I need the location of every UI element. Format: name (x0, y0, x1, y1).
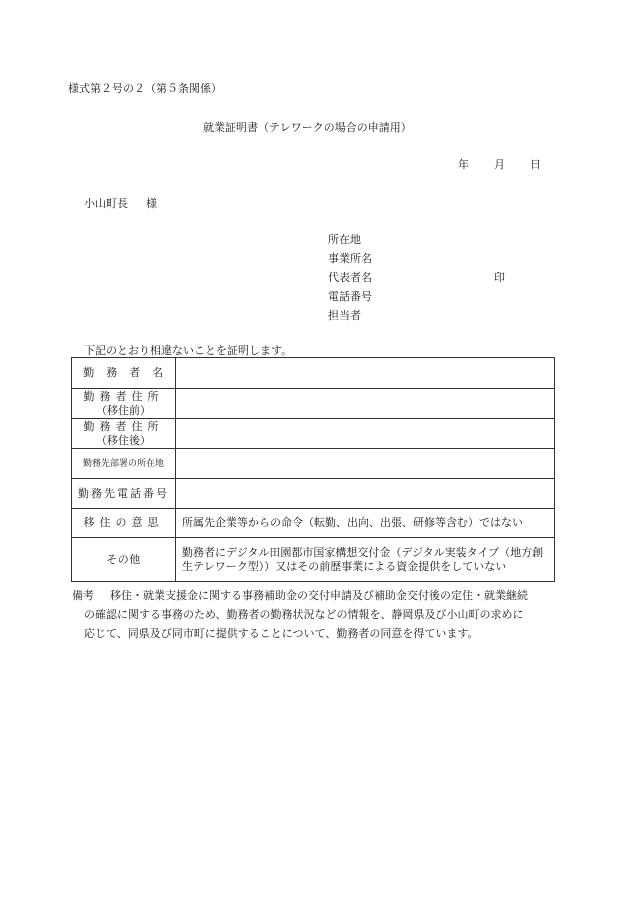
worker-address-after-label (72, 419, 176, 449)
seal-mark: 印 (494, 271, 505, 284)
applicant-phone-label: 電話番号 (328, 290, 372, 303)
remarks-line-3: 応じて、同県及び同市町に提供することについて、勤務者の同意を得ています。 (84, 627, 479, 640)
certification-statement: 下記のとおり相違ないことを証明します。 (84, 344, 293, 357)
document-title: 就業証明書（テレワークの場合の申請用） (203, 121, 412, 134)
worker-address-before-field[interactable] (176, 389, 555, 419)
worker-address-after-field[interactable] (176, 419, 555, 449)
addressee (84, 195, 157, 211)
date-month: 月 (494, 158, 505, 171)
addressee-honorific: 様 (146, 197, 157, 210)
worker-address-before-main: 勤務者住所 (83, 389, 164, 403)
applicant-representative-label: 代表者名 (328, 271, 372, 284)
addressee-name: 小山町長 (84, 197, 128, 210)
table-row-dept-location (72, 449, 555, 479)
worker-name-label: 勤 務 者 名 (72, 358, 176, 389)
remarks-line-1: 移住・就業支援金に関する事務補助金の交付申請及び補助金交付後の定住・就業継続 (110, 589, 528, 602)
table-row-worker-name (72, 358, 555, 389)
worker-address-after-sub: （移住後） (96, 433, 151, 447)
table-row-address-after (72, 419, 555, 449)
date-line (458, 156, 541, 172)
applicant-business-name-label: 事業所名 (328, 252, 372, 265)
work-phone-field[interactable] (176, 479, 555, 509)
form-number: 様式第２号の２（第５条関係） (68, 82, 222, 95)
applicant-location-label: 所在地 (328, 233, 361, 246)
worker-address-after-main: 勤務者住所 (83, 419, 164, 433)
other-label: その他 (72, 538, 176, 582)
certificate-table (71, 357, 555, 582)
intent-value: 所属先企業等からの命令（転勤、出向、出張、研修等含む）ではない (176, 509, 555, 538)
applicant-representative-row (328, 268, 505, 287)
dept-location-field[interactable] (176, 449, 555, 479)
worker-address-before-sub: （移住前） (96, 403, 151, 417)
worker-address-before-label (72, 389, 176, 419)
remarks-line-2: の確認に関する事務のため、勤務者の勤務状況などの情報を、静岡県及び小山町の求めに (84, 608, 524, 621)
table-row-intent (72, 509, 555, 538)
intent-label: 移住の意思 (72, 509, 176, 538)
remarks (72, 586, 558, 643)
applicant-person-in-charge-label: 担当者 (328, 309, 361, 322)
table-row-other (72, 538, 555, 582)
table-row-address-before (72, 389, 555, 419)
other-value: 勤務者にデジタル田園都市国家構想交付金（デジタル実装タイプ（地方創生テレワーク型））又はその前歴事業による資金提供をしていない (176, 538, 555, 582)
applicant-block (328, 230, 505, 325)
remarks-heading: 備考 (72, 589, 94, 602)
date-year: 年 (458, 158, 469, 171)
worker-name-field[interactable] (176, 358, 555, 389)
work-phone-label: 勤務先電話番号 (72, 479, 176, 509)
date-day: 日 (530, 158, 541, 171)
dept-location-label: 勤務先部署の所在地 (72, 449, 176, 479)
table-row-work-phone (72, 479, 555, 509)
